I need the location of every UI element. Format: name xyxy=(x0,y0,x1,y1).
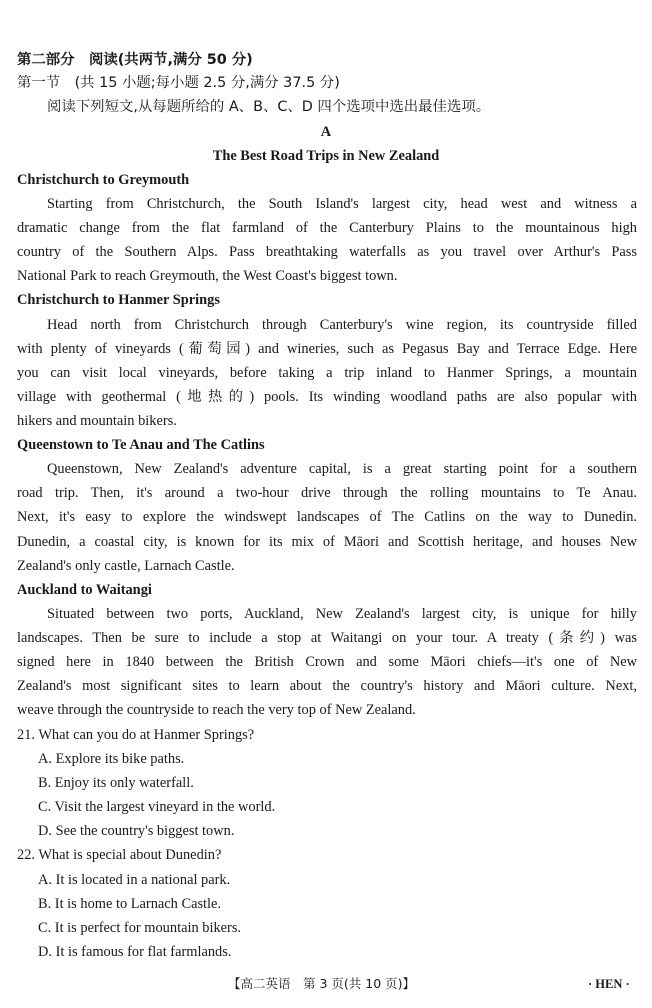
section-title: 第一节 (共 15 小题;每小题 2.5 分,满分 37.5 分) xyxy=(17,75,340,91)
question-option: B. Enjoy its only waterfall. xyxy=(38,775,194,791)
question-option: B. It is home to Larnach Castle. xyxy=(38,896,222,912)
section-heading: Christchurch to Hanmer Springs xyxy=(17,292,220,308)
paragraph-line: Starting from Christchurch, the South Island's largest city, head west and witness a xyxy=(47,196,637,212)
section-heading: Auckland to Waitangi xyxy=(17,582,152,598)
question-stem: 21. What can you do at Hanmer Springs? xyxy=(17,727,255,743)
question-option: A. Explore its bike paths. xyxy=(38,751,185,767)
section-heading: Christchurch to Greymouth xyxy=(17,172,190,188)
paragraph-line: weave through the countryside to reach the very top of New Zealand. xyxy=(17,702,416,718)
passage-title: The Best Road Trips in New Zealand xyxy=(212,148,440,164)
paragraph-line: Dunedin, a coastal city, is known for its mix of Māori and Scottish heritage, and houses New xyxy=(17,534,637,550)
paragraph-line: Head north from Christchurch through Canterbury's wine region, its countryside filled xyxy=(47,317,637,333)
paragraph-line: Next, it's easy to explore the windswept landscapes of The Catlins on the way to Dunedin. xyxy=(17,509,637,525)
question-option: C. Visit the largest vineyard in the world. xyxy=(38,799,276,815)
paragraph-line: village with geothermal (地热的) pools. Its winding woodland paths are also popular with xyxy=(17,389,637,405)
paragraph-line: hikers and mountain bikers. xyxy=(17,413,177,429)
passage-label: A xyxy=(320,124,332,140)
paragraph-line: signed here in 1840 between the British Crown and some Māori chiefs—it's one of New xyxy=(17,654,637,670)
paragraph-line: country of the Southern Alps. Pass breathtaking waterfalls as you travel over Arthur's Pass xyxy=(17,244,637,260)
paragraph-line: Situated between two ports, Auckland, New Zealand's largest city, is unique for hilly xyxy=(47,606,637,622)
page-footer: 【高二英语 第 3 页(共 10 页)】 xyxy=(228,976,416,991)
footer-code: · HEN · xyxy=(588,977,630,991)
question-option: C. It is perfect for mountain bikers. xyxy=(38,920,242,936)
part-title: 第二部分 阅读(共两节,满分 50 分) xyxy=(17,52,253,68)
question-stem: 22. What is special about Dunedin? xyxy=(17,847,222,863)
section-heading: Queenstown to Te Anau and The Catlins xyxy=(17,437,265,453)
question-option: D. See the country's biggest town. xyxy=(38,823,235,839)
paragraph-line: you can visit local vineyards, before taking a trip inland to Hanmer Springs, a mountain xyxy=(17,365,637,381)
paragraph-line: landscapes. Then be sure to include a stop at Waitangi on your tour. A treaty (条约) was xyxy=(17,630,637,646)
paragraph-line: National Park to reach Greymouth, the West Coast's biggest town. xyxy=(17,268,398,284)
paragraph-line: road trip. Then, it's around a two-hour drive through the rolling mountains to Te Anau. xyxy=(17,485,637,501)
paragraph-line: Queenstown, New Zealand's adventure capital, is a great starting point for a southern xyxy=(47,461,637,477)
paragraph-line: with plenty of vineyards (葡萄园) and wineries, such as Pegasus Bay and Terrace Edge. Here xyxy=(17,341,637,357)
question-option: A. It is located in a national park. xyxy=(38,872,231,888)
paragraph-line: Zealand's most significant sites to learn about the country's history and Māori culture. Next, xyxy=(17,678,637,694)
question-option: D. It is famous for flat farmlands. xyxy=(38,944,232,960)
paragraph-line: Zealand's only castle, Larnach Castle. xyxy=(17,558,235,574)
paragraph-line: dramatic change from the flat farmland of the Canterbury Plains to the mountainous high xyxy=(17,220,637,236)
instructions: 阅读下列短文,从每题所给的 A、B、C、D 四个选项中选出最佳选项。 xyxy=(47,99,491,115)
